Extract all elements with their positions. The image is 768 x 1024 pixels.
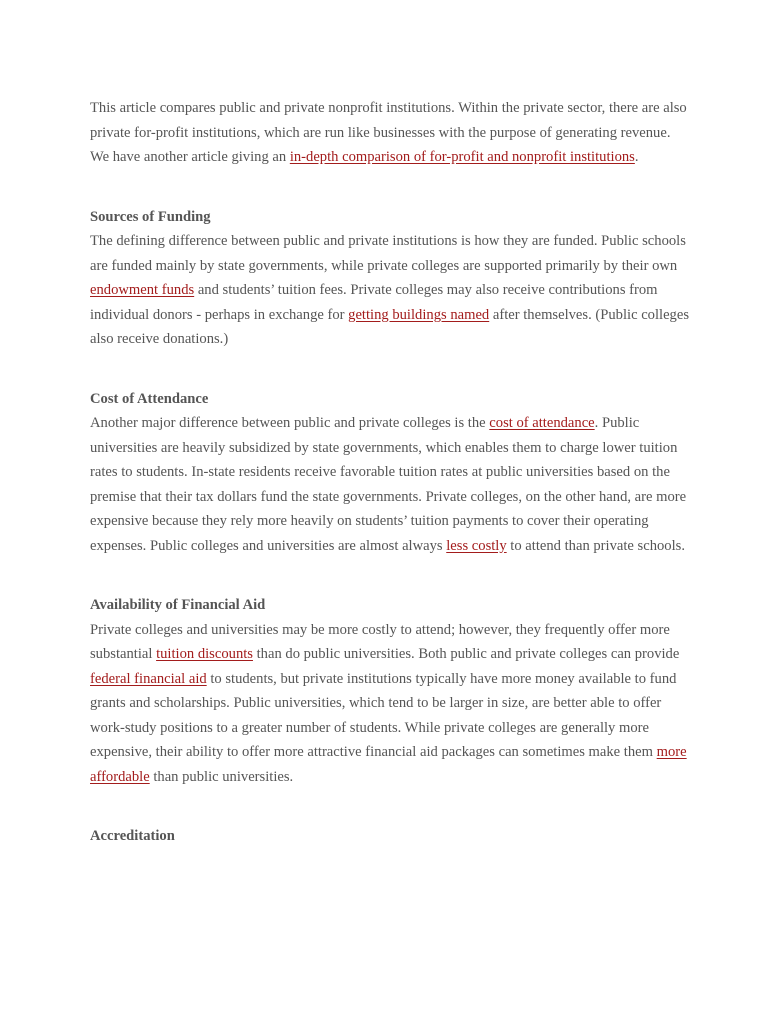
funding-text-2: and students’ tuition fees. Private colleges may also receive contributions from individual donors - perhaps in exchange for xyxy=(90,282,658,323)
aid-paragraph xyxy=(90,618,690,790)
heading-sources-of-funding: Sources of Funding xyxy=(90,208,211,225)
document-body xyxy=(90,96,690,849)
aid-text-4: than public universities. xyxy=(149,768,294,785)
link-more-affordable[interactable]: more affordable xyxy=(90,744,687,785)
funding-text-1: The defining difference between public and private institutions is how they are funded. Public schools are funded mainly by state governments, while private colleges are supported primarily by their own xyxy=(90,233,686,274)
aid-text-2: than do public universities. Both public and private colleges can provide xyxy=(252,646,680,662)
link-less-costly[interactable]: less costly xyxy=(446,537,507,554)
funding-paragraph xyxy=(90,229,690,352)
link-endowment-funds[interactable]: endowment funds xyxy=(90,282,195,298)
cost-paragraph xyxy=(90,411,690,558)
link-for-profit-comparison[interactable]: in-depth comparison of for-profit and nonprofit institutions xyxy=(289,149,635,165)
cost-text-1: Another major difference between public and private colleges is the xyxy=(90,415,490,431)
spacer xyxy=(90,170,690,205)
spacer xyxy=(90,352,690,387)
funding-text-3: after themselves. (Public colleges also receive donations.) xyxy=(90,306,690,347)
intro-paragraph xyxy=(90,96,690,170)
cost-text-3: to attend than private schools. xyxy=(506,537,685,554)
aid-text-3: to students, but private institutions typically have more money available to fund grants and scholarships. Public universities, which tend to be larger in size, are better able to offer work-study positions to a greater number of students. While private colleges are generally more expensive, their ability to offer more attractive financial aid packages can sometimes make them xyxy=(90,670,677,760)
link-getting-buildings-named[interactable]: getting buildings named xyxy=(348,306,490,323)
heading-financial-aid: Availability of Financial Aid xyxy=(90,597,266,613)
spacer xyxy=(90,558,690,593)
aid-text-1: Private colleges and universities may be more costly to attend; however, they frequently offer more substantial xyxy=(90,621,670,662)
intro-text-1: This article compares public and private nonprofit institutions. Within the private sector, there are also private for-profit institutions, which are run like businesses with the purpose of generating revenue. We have another article giving an xyxy=(90,100,687,165)
link-tuition-discounts[interactable]: tuition discounts xyxy=(156,646,253,662)
intro-text-2: . xyxy=(634,149,639,165)
heading-cost-of-attendance: Cost of Attendance xyxy=(90,390,209,407)
heading-accreditation: Accreditation xyxy=(90,828,175,844)
cost-text-2: . Public universities are heavily subsidized by state governments, which enables them to charge lower tuition rates to students. In-state residents receive favorable tuition rates at public universities based on the premise that their tax dollars fund the state governments. Private colleges, on the other hand, are more expensive because they rely more heavily on students’ tuition payments to cover their operating expenses. Public colleges and universities are almost always xyxy=(90,415,687,554)
spacer xyxy=(90,789,690,824)
link-cost-of-attendance[interactable]: cost of attendance xyxy=(489,415,595,431)
link-federal-financial-aid[interactable]: federal financial aid xyxy=(90,670,207,687)
